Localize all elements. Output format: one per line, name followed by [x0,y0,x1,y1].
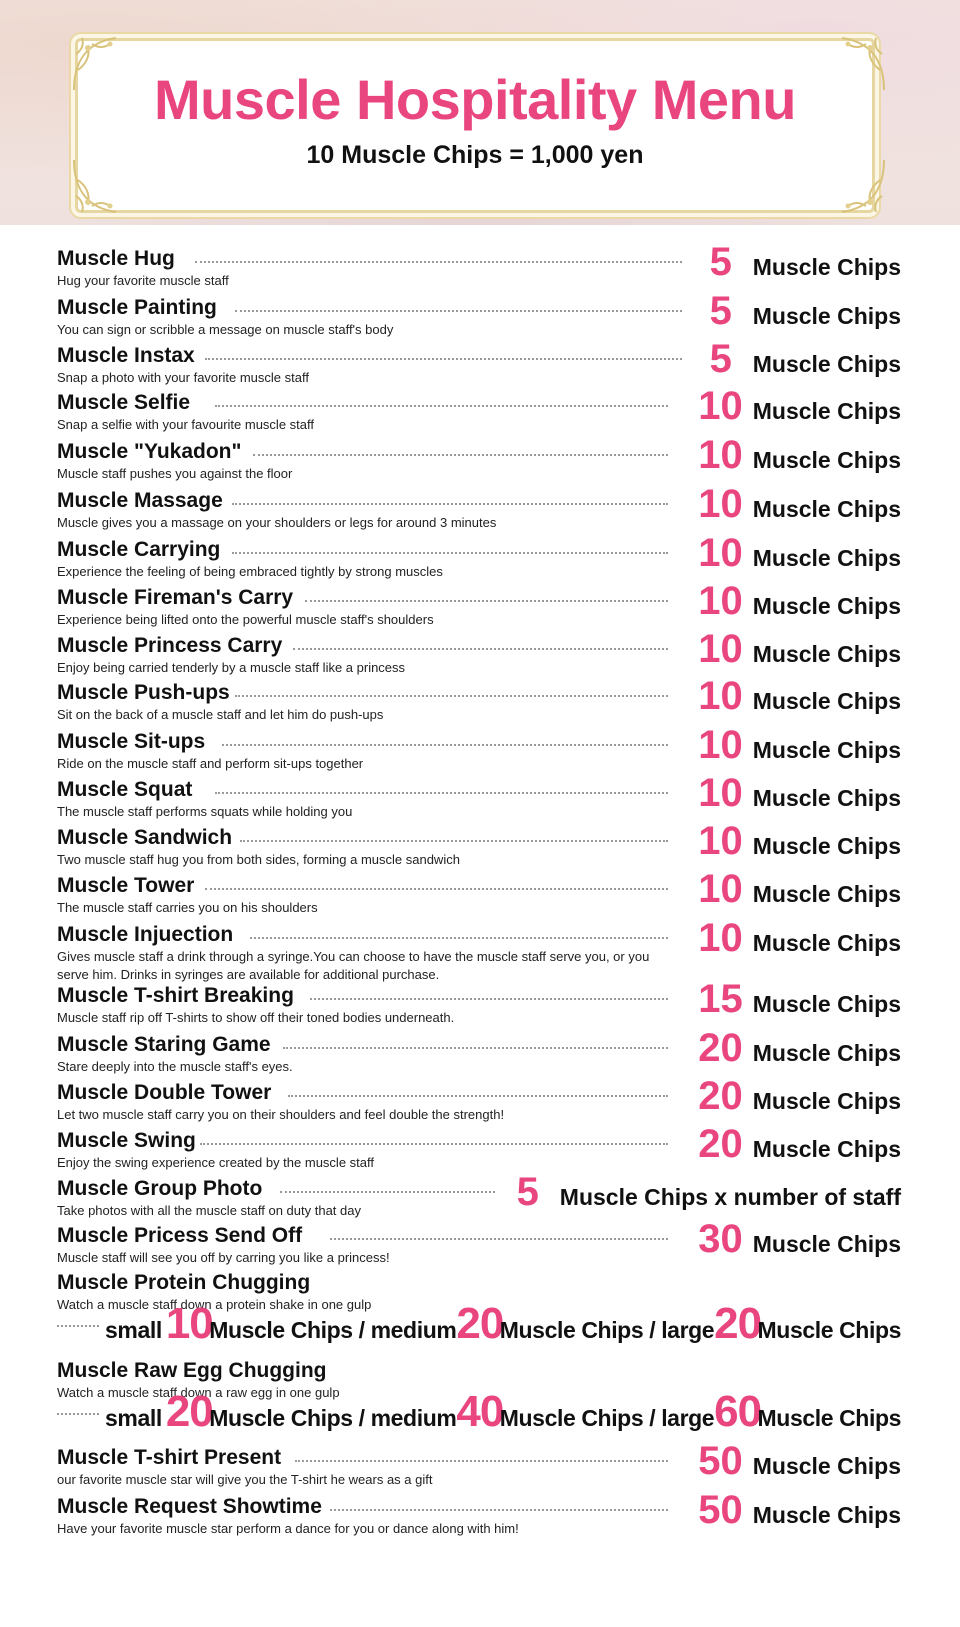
price-value: 5 [516,1170,539,1214]
price-value: 50 [698,1439,743,1483]
dotted-leader [235,310,682,312]
size-label: Muscle Chips / large [499,1405,715,1431]
price-unit: Muscle Chips [752,1502,901,1528]
dotted-leader [57,1413,99,1415]
menu-item [57,867,907,917]
price-unit: Muscle Chips x number of staff [559,1184,901,1210]
menu-item-price [699,242,901,282]
size-label: Muscle Chips [757,1405,901,1431]
menu-item-price [698,533,901,573]
dotted-leader [222,744,668,746]
size-label: Muscle Chips / medium [209,1317,457,1343]
price-value: 10 [698,819,743,863]
menu-item-name: Muscle Staring Game [57,1033,271,1056]
menu-item-price [699,339,901,379]
price-value: 5 [709,289,732,333]
menu-item-price [698,581,901,621]
dotted-leader [288,1095,668,1097]
menu-item [57,531,907,581]
menu-item-name: Muscle Squat [57,778,193,801]
menu-item-name: Muscle Group Photo [57,1177,263,1200]
price-value: 5 [709,337,732,381]
menu-item-description: Let two muscle staff carry you on their shoulders and feel double the strength! [57,1107,505,1122]
size-label: small [105,1405,162,1431]
menu-item-price [698,676,901,716]
price-unit: Muscle Chips [752,1088,901,1114]
price-value: 20 [698,1074,743,1118]
menu-item [57,1074,907,1124]
size-price-value: 20 [456,1299,504,1348]
dotted-leader [240,840,668,842]
dotted-leader [280,1191,495,1193]
menu-item-name: Muscle Fireman's Carry [57,586,294,609]
dotted-leader [283,1047,668,1049]
dotted-leader [205,888,668,890]
size-price-value: 40 [456,1387,504,1436]
menu-item-name: Muscle Massage [57,489,223,512]
menu-item-name: Muscle Instax [57,344,195,367]
price-value: 50 [698,1488,743,1532]
menu-item-price [698,386,901,426]
menu-item-price [698,821,901,861]
menu-item-name: Muscle Painting [57,296,217,319]
price-value: 10 [698,531,743,575]
menu-item [57,1217,907,1267]
menu-item-description: Snap a selfie with your favourite muscle staff [57,417,314,432]
menu-item-price [698,869,901,909]
menu-item-name: Muscle Pricess Send Off [57,1224,303,1247]
dotted-leader [215,792,668,794]
price-unit: Muscle Chips [752,785,901,811]
price-value: 10 [698,627,743,671]
price-value: 10 [698,433,743,477]
price-value: 10 [698,579,743,623]
menu-item [57,1170,907,1220]
menu-item-description: Hug your favorite muscle staff [57,273,229,288]
dotted-leader [232,503,668,505]
menu-item-name: Muscle "Yukadon" [57,440,242,463]
menu-item-name: Muscle Double Tower [57,1081,272,1104]
price-unit: Muscle Chips [752,447,901,473]
size-label: Muscle Chips / large [499,1317,715,1343]
size-label: small [105,1317,162,1343]
menu-item-price [698,1441,901,1481]
menu-item-name: Muscle Tower [57,874,195,897]
price-unit: Muscle Chips [752,991,901,1017]
menu-item [57,819,907,869]
menu-item-price [698,629,901,669]
menu-item-description: Experience being lifted onto the powerful muscle staff's shoulders [57,612,434,627]
dotted-leader [232,552,668,554]
size-price-value: 10 [165,1299,213,1348]
menu-item-name: Muscle Raw Egg Chugging [57,1359,327,1382]
size-label: Muscle Chips [757,1317,901,1343]
price-unit: Muscle Chips [752,496,901,522]
menu-item-description: Take photos with all the muscle staff on duty that day [57,1203,361,1218]
dotted-leader [310,998,668,1000]
price-value: 10 [698,384,743,428]
dotted-leader [195,261,682,263]
menu-item-price [506,1172,901,1212]
menu-title: Muscle Hospitality Menu [154,68,796,131]
dotted-leader [305,600,668,602]
menu-item-name: Muscle T-shirt Present [57,1446,282,1469]
dotted-leader [293,648,668,650]
menu-item-name: Muscle Protein Chugging [57,1271,311,1294]
menu-item-name: Muscle Sandwich [57,826,233,849]
menu-item-description: Sit on the back of a muscle staff and let him do push-ups [57,707,384,722]
menu-subtitle: 10 Muscle Chips = 1,000 yen [306,141,644,169]
menu-item-description: Muscle staff will see you off by carring you like a princess! [57,1250,390,1265]
menu-item [57,579,907,629]
menu-item-name: Muscle Carrying [57,538,221,561]
price-unit: Muscle Chips [752,1136,901,1162]
dotted-leader [250,937,668,939]
menu-item-description: The muscle staff carries you on his shoulders [57,900,318,915]
price-unit: Muscle Chips [752,351,901,377]
menu-item-price [698,484,901,524]
menu-item [57,433,907,483]
menu-item-name: Muscle Hug [57,247,175,270]
price-unit: Muscle Chips [752,881,901,907]
menu-item [57,384,907,434]
menu-item-name: Muscle Request Showtime [57,1495,322,1518]
menu-item-description: Muscle gives you a massage on your shoulders or legs for around 3 minutes [57,515,497,530]
menu-item [57,977,907,1027]
price-unit: Muscle Chips [752,303,901,329]
menu-item [57,289,907,339]
dotted-leader [235,695,668,697]
price-unit: Muscle Chips [752,254,901,280]
menu-item-name: Muscle Injuection [57,923,234,946]
size-price-value: 20 [165,1387,213,1436]
price-unit: Muscle Chips [752,688,901,714]
price-unit: Muscle Chips [752,1040,901,1066]
price-value: 15 [698,977,743,1021]
price-value: 20 [698,1026,743,1070]
menu-item-price [698,1219,901,1259]
menu-item-description: You can sign or scribble a message on muscle staff's body [57,322,394,337]
menu-item-description: Watch a muscle staff down a protein shake in one gulp [57,1297,372,1312]
menu-item [57,240,907,290]
menu-item-description: our favorite muscle star will give you the T-shirt he wears as a gift [57,1472,433,1487]
price-unit: Muscle Chips [752,1453,901,1479]
price-unit: Muscle Chips [752,545,901,571]
menu-item-description: Stare deeply into the muscle staff's eyes. [57,1059,293,1074]
price-value: 10 [698,771,743,815]
egg-sizes-row [57,1387,907,1438]
menu-item [57,337,907,387]
price-unit: Muscle Chips [752,930,901,956]
menu-item-price [698,725,901,765]
menu-item-description: Snap a photo with your favorite muscle staff [57,370,309,385]
size-price-value: 60 [714,1387,762,1436]
price-value: 20 [698,1122,743,1166]
menu-item [57,1488,907,1538]
dotted-leader [200,1143,668,1145]
menu-item-description: Muscle staff rip off T-shirts to show off their toned bodies underneath. [57,1010,455,1025]
price-value: 10 [698,723,743,767]
dotted-leader [330,1509,668,1511]
menu-item-description: Enjoy the swing experience created by the muscle staff [57,1155,374,1170]
menu-item-description: Gives muscle staff a drink through a syringe.You can choose to have the muscle staff serve you, or you serve him. Drinks in syringes are available for additional purchase. [57,949,650,982]
dotted-leader [205,358,682,360]
menu-item [57,723,907,773]
dotted-leader [57,1325,99,1327]
menu-item [57,771,907,821]
price-value: 5 [709,240,732,284]
price-unit: Muscle Chips [752,593,901,619]
dotted-leader [295,1460,668,1462]
menu-item-name: Muscle Selfie [57,391,191,414]
menu-item-name: Muscle Sit-ups [57,730,206,753]
menu-item-description: Have your favorite muscle star perform a dance for you or dance along with him! [57,1521,519,1536]
menu-item-price [698,1028,901,1068]
size-label: Muscle Chips / medium [209,1405,457,1431]
price-unit: Muscle Chips [752,833,901,859]
menu-item [57,1439,907,1489]
price-unit: Muscle Chips [752,398,901,424]
menu-item-price [698,1490,901,1530]
menu-item-description: The muscle staff performs squats while holding you [57,804,353,819]
menu-item-price [698,979,901,1019]
menu-item [57,482,907,532]
menu-item-name: Muscle T-shirt Breaking [57,984,294,1007]
price-value: 30 [698,1217,743,1261]
price-unit: Muscle Chips [752,737,901,763]
dotted-leader [215,405,668,407]
menu-item [57,1026,907,1076]
menu-item-description: Ride on the muscle staff and perform sit-ups together [57,756,364,771]
price-value: 10 [698,916,743,960]
menu-item-description: Two muscle staff hug you from both sides, forming a muscle sandwich [57,852,460,867]
menu-item-description: Enjoy being carried tenderly by a muscle staff like a princess [57,660,406,675]
menu-item [57,916,907,983]
menu-item-name: Muscle Push-ups [57,681,230,704]
price-value: 10 [698,867,743,911]
menu-item-price [698,773,901,813]
menu-item [57,1122,907,1172]
menu-item-name: Muscle Princess Carry [57,634,283,657]
dotted-leader [330,1238,668,1240]
price-value: 10 [698,482,743,526]
price-unit: Muscle Chips [752,1231,901,1257]
size-price-value: 20 [714,1299,762,1348]
menu-item-description: Watch a muscle staff down a raw egg in one gulp [57,1385,340,1400]
price-unit: Muscle Chips [752,641,901,667]
menu-item-price [698,435,901,475]
protein-sizes-row [57,1299,907,1350]
menu-item-price [698,1076,901,1116]
price-value: 10 [698,674,743,718]
menu-item-price [698,1124,901,1164]
menu-item-description: Experience the feeling of being embraced tightly by strong muscles [57,564,443,579]
dotted-leader [253,454,668,456]
menu-item-name: Muscle Swing [57,1129,196,1152]
menu-item [57,674,907,724]
menu-item [57,627,907,677]
menu-item-description: Muscle staff pushes you against the floor [57,466,293,481]
menu-item-price [698,918,901,958]
menu-item-price [699,291,901,331]
